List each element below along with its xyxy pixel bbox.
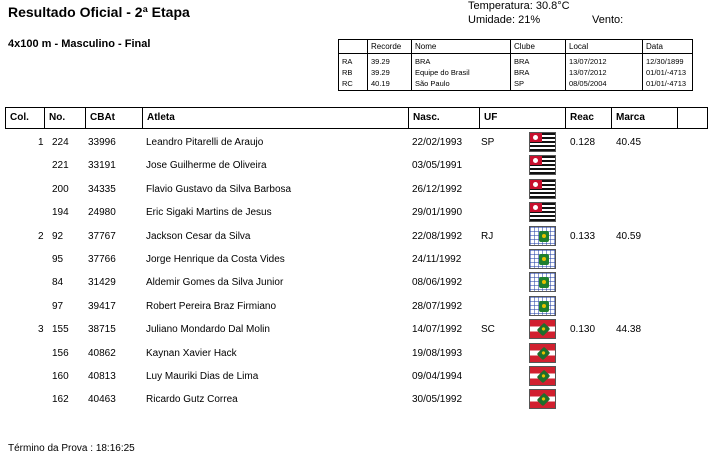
birth-cell: 03/05/1991 xyxy=(412,160,463,172)
results-header xyxy=(5,107,708,129)
number-cell: 200 xyxy=(52,183,69,195)
col-header-birth: Nasc. xyxy=(409,108,480,128)
records-row xyxy=(339,78,693,91)
flag-canton xyxy=(530,156,542,165)
state-flag-sc-icon xyxy=(529,389,556,409)
cbat-cell: 38715 xyxy=(88,324,116,336)
athlete-cell: Jackson Cesar da Silva xyxy=(146,230,251,242)
birth-cell: 22/08/1992 xyxy=(412,230,463,242)
flag-canton xyxy=(530,133,542,142)
col-header-cbat: CBAt xyxy=(86,108,143,128)
mark-cell: 40.45 xyxy=(616,137,642,148)
record-place: 13/07/2012 xyxy=(566,54,643,68)
result-row xyxy=(0,136,720,159)
result-row xyxy=(0,323,720,346)
page-title: Resultado Oficial - 2ª Etapa xyxy=(8,4,190,20)
record-place: 13/07/2012 xyxy=(566,67,643,78)
number-cell: 84 xyxy=(52,277,64,289)
record-date: 01/01/-4713 xyxy=(643,67,693,78)
number-cell: 95 xyxy=(52,254,64,265)
birth-cell: 24/11/1992 xyxy=(412,254,462,265)
birth-cell: 08/06/1992 xyxy=(412,277,463,289)
record-place: 08/05/2004 xyxy=(566,78,643,91)
col-header-athlete: Atleta xyxy=(143,108,409,128)
flag-emblem xyxy=(537,393,551,407)
position-cell: 2 xyxy=(38,230,44,242)
cbat-cell: 40813 xyxy=(88,371,116,382)
record-mark: 40.19 xyxy=(368,78,412,91)
number-cell: 156 xyxy=(52,347,69,359)
athlete-cell: Kaynan Xavier Hack xyxy=(146,347,237,359)
result-row xyxy=(0,276,720,299)
col-header-reac: Reac xyxy=(566,108,612,128)
athlete-cell: Aldemir Gomes da Silva Junior xyxy=(146,277,284,289)
records-row xyxy=(339,54,693,68)
cbat-cell: 37767 xyxy=(88,230,116,242)
flag-emblem xyxy=(539,301,549,312)
flag-emblem xyxy=(539,254,549,265)
athlete-cell: Juliano Mondardo Dal Molin xyxy=(146,324,270,336)
state-flag-sp-icon xyxy=(529,202,556,222)
birth-cell: 14/07/1992 xyxy=(412,324,463,336)
flag-canton xyxy=(530,180,542,189)
number-cell: 221 xyxy=(52,160,69,172)
record-mark: 39.29 xyxy=(368,54,412,68)
col-header-position: Col. xyxy=(6,108,45,128)
col-header-number: No. xyxy=(45,108,86,128)
cbat-cell: 33996 xyxy=(88,137,116,148)
number-cell: 224 xyxy=(52,137,69,148)
record-date: 01/01/-4713 xyxy=(643,78,693,91)
birth-cell: 28/07/1992 xyxy=(412,300,463,312)
result-row xyxy=(0,206,720,229)
records-header-name: Nome xyxy=(412,40,511,54)
number-cell: 194 xyxy=(52,207,69,219)
cbat-cell: 31429 xyxy=(88,277,116,289)
records-header-place: Local xyxy=(566,40,643,54)
athlete-cell: Leandro Pitarelli de Araujo xyxy=(146,137,264,148)
flag-emblem xyxy=(537,346,551,360)
state-flag-sp-icon xyxy=(529,155,556,175)
records-table xyxy=(338,39,693,91)
athlete-cell: Luy Mauriki Dias de Lima xyxy=(146,371,259,382)
flag-emblem xyxy=(537,370,551,384)
records-header-row xyxy=(339,40,693,54)
state-flag-sp-icon xyxy=(529,132,556,152)
end-time: Término da Prova : 18:16:25 xyxy=(8,443,135,454)
records-header-club: Clube xyxy=(511,40,566,54)
cbat-cell: 37766 xyxy=(88,254,116,265)
athlete-cell: Flavio Gustavo da Silva Barbosa xyxy=(146,183,292,195)
event-name: 4x100 m - Masculino - Final xyxy=(8,38,151,50)
col-header-mark: Marca xyxy=(612,108,678,128)
athlete-cell: Jorge Henrique da Costa Vides xyxy=(146,254,285,265)
cbat-cell: 40463 xyxy=(88,394,116,406)
birth-cell: 22/02/1993 xyxy=(412,137,463,148)
state-flag-sc-icon xyxy=(529,319,556,339)
temperature-label: Temperatura: 30.8°C xyxy=(468,0,570,12)
athlete-cell: Eric Sigaki Martins de Jesus xyxy=(146,207,272,219)
record-club: BRA xyxy=(511,67,566,78)
flag-emblem xyxy=(537,323,551,337)
cbat-cell: 34335 xyxy=(88,183,116,195)
wind-label: Vento: xyxy=(592,14,624,26)
result-row xyxy=(0,230,720,253)
result-row xyxy=(0,370,720,393)
uf-cell: SC xyxy=(481,324,495,336)
record-name: São Paulo xyxy=(412,78,511,91)
position-cell: 3 xyxy=(38,324,44,336)
record-code: RA xyxy=(339,54,368,68)
birth-cell: 30/05/1992 xyxy=(412,394,463,406)
uf-cell: SP xyxy=(481,137,495,148)
records-header-mark: Recorde xyxy=(368,40,412,54)
number-cell: 160 xyxy=(52,371,69,382)
result-row xyxy=(0,393,720,416)
number-cell: 162 xyxy=(52,394,69,406)
records-header-date: Data xyxy=(643,40,693,54)
record-date: 12/30/1899 xyxy=(643,54,693,68)
result-row xyxy=(0,159,720,182)
athlete-cell: Jose Guilherme de Oliveira xyxy=(146,160,267,172)
number-cell: 97 xyxy=(52,300,64,312)
reaction-cell: 0.130 xyxy=(570,324,596,336)
record-name: BRA xyxy=(412,54,511,68)
record-code: RC xyxy=(339,78,368,91)
cbat-cell: 33191 xyxy=(88,160,116,172)
uf-cell: RJ xyxy=(481,230,494,242)
state-flag-rj-icon xyxy=(529,296,556,316)
result-row xyxy=(0,183,720,206)
cbat-cell: 24980 xyxy=(88,207,116,219)
record-club: SP xyxy=(511,78,566,91)
cbat-cell: 39417 xyxy=(88,300,116,312)
state-flag-rj-icon xyxy=(529,249,556,269)
athlete-cell: Robert Pereira Braz Firmiano xyxy=(146,300,277,312)
record-mark: 39.29 xyxy=(368,67,412,78)
records-row xyxy=(339,67,693,78)
birth-cell: 26/12/1992 xyxy=(412,183,463,195)
records-header-code xyxy=(339,40,368,54)
reaction-cell: 0.128 xyxy=(570,137,596,148)
result-row xyxy=(0,300,720,323)
state-flag-rj-icon xyxy=(529,272,556,292)
flag-emblem xyxy=(539,277,549,288)
state-flag-sp-icon xyxy=(529,179,556,199)
record-club: BRA xyxy=(511,54,566,68)
result-row xyxy=(0,347,720,370)
state-flag-sc-icon xyxy=(529,343,556,363)
birth-cell: 19/08/1993 xyxy=(412,347,463,359)
record-code: RB xyxy=(339,67,368,78)
flag-canton xyxy=(530,203,542,212)
number-cell: 92 xyxy=(52,230,64,242)
state-flag-sc-icon xyxy=(529,366,556,386)
record-name: Equipe do Brasil xyxy=(412,67,511,78)
state-flag-rj-icon xyxy=(529,226,556,246)
cbat-cell: 40862 xyxy=(88,347,116,359)
birth-cell: 09/04/1994 xyxy=(412,371,463,382)
result-row xyxy=(0,253,720,276)
mark-cell: 40.59 xyxy=(616,230,642,242)
col-header-uf: UF xyxy=(480,108,566,128)
birth-cell: 29/01/1990 xyxy=(412,207,463,219)
mark-cell: 44.38 xyxy=(616,324,642,336)
flag-emblem xyxy=(539,231,549,242)
position-cell: 1 xyxy=(38,137,44,148)
athlete-cell: Ricardo Gutz Correa xyxy=(146,394,238,406)
humidity-label: Umidade: 21% xyxy=(468,14,541,26)
number-cell: 155 xyxy=(52,324,69,336)
reaction-cell: 0.133 xyxy=(570,230,596,242)
